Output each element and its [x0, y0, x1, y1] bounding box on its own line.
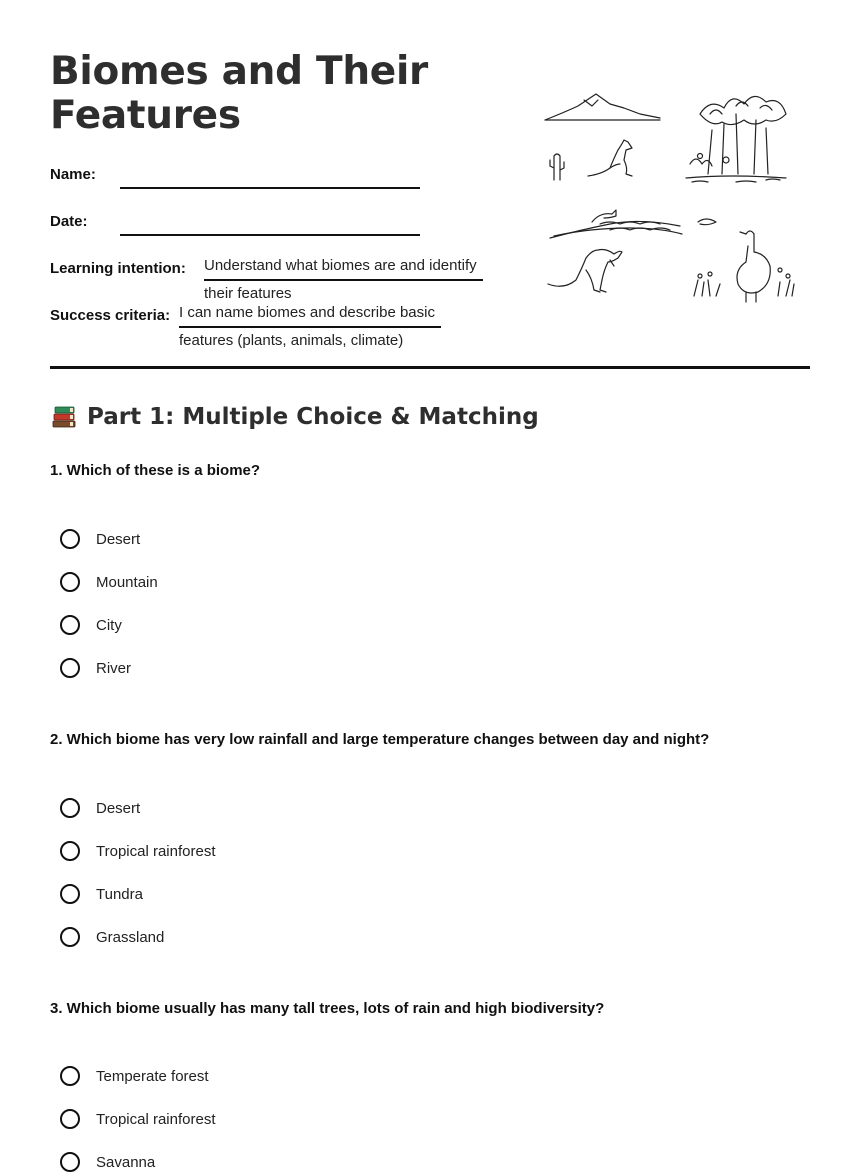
success-criteria-line-1: I can name biomes and describe basic — [179, 300, 441, 328]
option-label: River — [96, 659, 132, 677]
radio-button[interactable] — [60, 1152, 80, 1172]
success-criteria-label: Success criteria: — [50, 307, 171, 324]
option-label: Tropical rainforest — [96, 842, 216, 860]
radio-button[interactable] — [60, 927, 80, 947]
question-1: 1. Which of these is a biome? — [50, 462, 261, 479]
question-2-option-4[interactable] — [60, 924, 164, 950]
books-icon — [50, 403, 78, 431]
radio-button[interactable] — [60, 1109, 80, 1129]
learning-intention-value — [204, 253, 483, 307]
question-1-option-4[interactable] — [60, 655, 131, 681]
question-2-option-2[interactable] — [60, 838, 216, 864]
question-3-option-2[interactable] — [60, 1106, 216, 1132]
success-criteria-line-2: features (plants, animals, climate) — [179, 332, 404, 349]
radio-button[interactable] — [60, 841, 80, 861]
option-label: Savanna — [96, 1153, 156, 1171]
radio-button[interactable] — [60, 615, 80, 635]
question-2-option-3[interactable] — [60, 881, 143, 907]
radio-button[interactable] — [60, 572, 80, 592]
question-1-option-1[interactable] — [60, 526, 140, 552]
radio-button[interactable] — [60, 1066, 80, 1086]
option-label: Temperate forest — [96, 1067, 209, 1085]
question-1-option-3[interactable] — [60, 612, 122, 638]
page-title: Biomes and Their Features — [50, 49, 428, 138]
question-3-option-1[interactable] — [60, 1063, 209, 1089]
name-label: Name: — [50, 166, 96, 183]
biome-illustration-icon — [540, 84, 800, 308]
learning-intention-line-2: their features — [204, 285, 292, 302]
date-line[interactable] — [120, 234, 420, 236]
header-divider — [50, 366, 810, 369]
learning-intention-line-1: Understand what biomes are and identify — [204, 253, 483, 281]
radio-button[interactable] — [60, 884, 80, 904]
option-label: Desert — [96, 799, 141, 817]
option-label: Desert — [96, 530, 141, 548]
success-criteria-value — [179, 300, 441, 354]
question-1-option-2[interactable] — [60, 569, 158, 595]
question-2: 2. Which biome has very low rainfall and large temperature changes between day and night? — [50, 731, 710, 748]
question-2-option-1[interactable] — [60, 795, 140, 821]
option-label: Mountain — [96, 573, 158, 591]
option-label: Tropical rainforest — [96, 1110, 216, 1128]
radio-button[interactable] — [60, 798, 80, 818]
learning-intention-label: Learning intention: — [50, 260, 186, 277]
radio-button[interactable] — [60, 529, 80, 549]
option-label: Grassland — [96, 928, 165, 946]
name-line[interactable] — [120, 187, 420, 189]
date-label: Date: — [50, 213, 88, 230]
question-3-option-3[interactable] — [60, 1149, 155, 1175]
radio-button[interactable] — [60, 658, 80, 678]
question-3: 3. Which biome usually has many tall trees, lots of rain and high biodiversity? — [50, 1000, 605, 1017]
section-title: Part 1: Multiple Choice & Matching — [87, 404, 539, 430]
option-label: Tundra — [96, 885, 143, 903]
section-heading — [50, 403, 539, 431]
option-label: City — [96, 616, 122, 634]
